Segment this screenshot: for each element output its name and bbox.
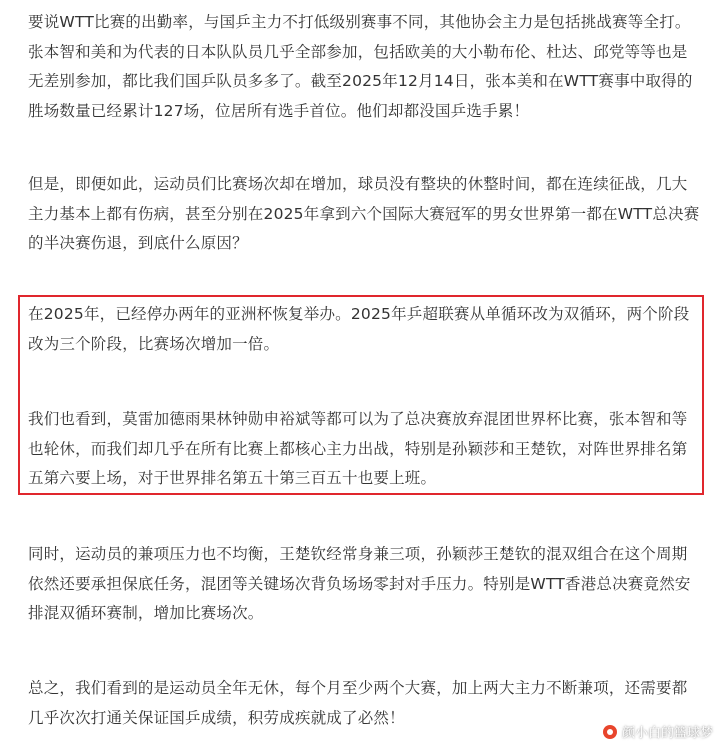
watermark — [602, 722, 713, 741]
article-paragraph-4: 我们也看到，莫雷加德雨果林钟勋申裕斌等都可以为了总决赛放弃混团世界杯比赛，张本智和等也轮休，而我们却几乎在所有比赛上都核心主力出战，特别是孙颖莎和王楚钦，对阵世界排名第五第六要上场，对于世界排名第五十第三百五十也要上班。 — [28, 410, 688, 487]
article-paragraph-3: 在2025年，已经停办两年的亚洲杯恢复举办。2025年乒超联赛从单循环改为双循环，两个阶段改为三个阶段，比赛场次增加一倍。 — [28, 305, 690, 353]
article-paragraph-2: 但是，即便如此，运动员们比赛场次却在增加，球员没有整块的休整时间，都在连续征战，几大主力基本上都有伤病，甚至分别在2025年拿到六个国际大赛冠军的男女世界第一都在WTT总决赛的半决赛伤退，到底什么原因？ — [28, 175, 700, 252]
article-paragraph-5: 同时，运动员的兼项压力也不均衡，王楚钦经常身兼三项，孙颖莎王楚钦的混双组合在这个周期依然还要承担保底任务，混团等关键场次背负场场零封对手压力。特别是WTT香港总决赛竟然安排混双循环赛制，增加比赛场次。 — [28, 545, 691, 622]
author-logo-icon — [602, 724, 618, 740]
article-paragraph-1: 要说WTT比赛的出勤率，与国乒主力不打低级别赛事不同，其他协会主力是包括挑战赛等全打。张本智和美和为代表的日本队队员几乎全部参加，包括欧美的大小勒布伦、杜达、邱党等等也是无差别参加，都比我们国乒队员多多了。截至2025年12月14日，张本美和在WTT赛事中取得的胜场数量已经累计127场，位居所有选手首位。他们却都没国乒选手累！ — [28, 13, 693, 120]
article-paragraph-6: 总之，我们看到的是运动员全年无休，每个月至少两个大赛，加上两大主力不断兼项，还需要都几乎次次打通关保证国乒成绩，积劳成疾就成了必然！ — [28, 679, 688, 727]
watermark-text: 颜小白的篮球梦 — [621, 726, 713, 741]
